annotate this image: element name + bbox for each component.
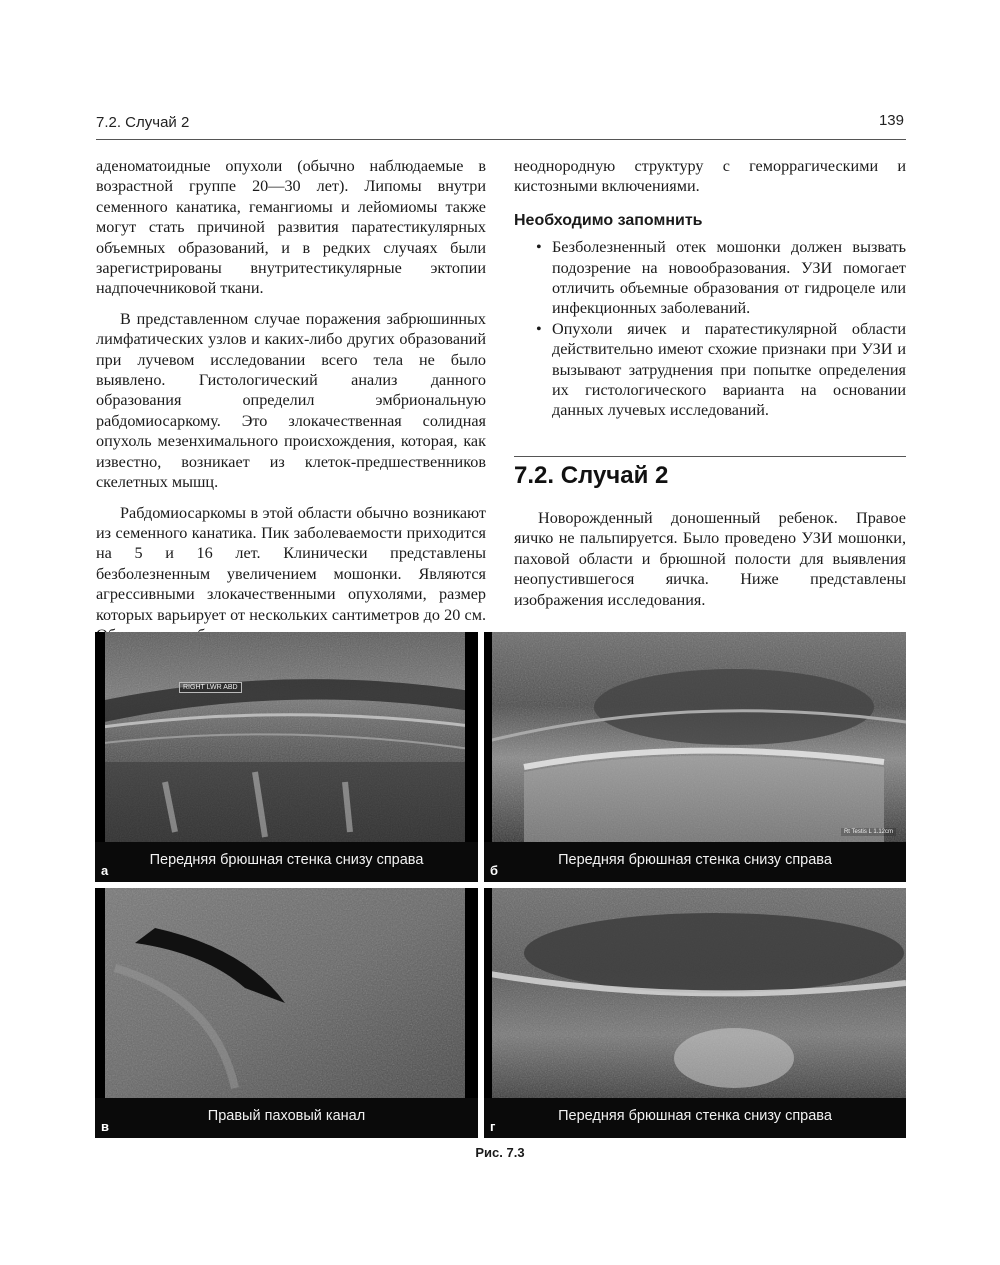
right-column xyxy=(514,156,906,421)
section-heading: 7.2. Случай 2 xyxy=(514,462,669,489)
paragraph-continuation: неоднородную структуру с геморрагическими и кистозными включениями. xyxy=(514,157,906,196)
panel-caption xyxy=(484,1098,906,1138)
image-measure-label: Rt Testis L 1.12cm xyxy=(841,828,896,836)
panel-caption xyxy=(484,842,906,882)
ultrasound-panel-b xyxy=(484,632,906,882)
panel-caption xyxy=(95,842,478,882)
paragraph: аденоматоидные опухоли (обычно наблюдаемые в возрастной группе 20—30 лет). Липомы внутри семенного канатика, гемангиомы и лейомиомы также могут стать причиной развития паратестикулярных объемных образований, и в редких случаях были зарегистрированы внутритестикулярные эктопии надпочечниковой ткани. xyxy=(96,157,486,298)
running-header xyxy=(96,110,906,136)
list-item: • Опухоли яичек и паратестикулярной области действительно имеют схожие признаки при УЗИ и вызывают затруднения при попытке определения их гистологического варианта на основании данных лучевых исследований. xyxy=(514,319,906,421)
paragraph: В представленном случае поражения забрюшинных лимфатических узлов и каких-либо других образований при лучевом исследовании всего тела не было выявлено. Гистологический анализ данного образования определил эмбриональную рабдомиосаркому. Это злокачественная солидная опухоль мезенхимального происхождения, которая, как известно, возникает из клеток-предшественников скелетных мышц. xyxy=(96,309,486,492)
header-rule xyxy=(96,139,906,140)
panel-caption-text: Передняя брюшная стенка снизу справа xyxy=(149,852,424,868)
panel-letter: а xyxy=(101,863,109,878)
left-column xyxy=(96,156,486,645)
panel-caption xyxy=(95,1098,478,1138)
panel-letter: б xyxy=(490,863,499,878)
list-item: • Безболезненный отек мошонки должен вызвать подозрение на новообразования. УЗИ помогает отличить объемные образования от гидроцеле или инфекционных заболеваний. xyxy=(514,237,906,319)
figure-caption: Рис. 7.3 xyxy=(475,1145,525,1160)
paragraph: Рабдомиосаркомы в этой области обычно возникают из семенного канатика. Пик заболеваемости приходится на 5 и 16 лет. Клинически представлены безболезненным увеличением мошонки. Являются агрессивными злокачественными опухолями, размер которых варьирует от нескольких сантиметров до 20 см. xyxy=(96,503,486,624)
header-title: 7.2. Случай 2 xyxy=(96,114,190,131)
panel-letter: в xyxy=(101,1119,109,1134)
panel-letter: г xyxy=(490,1119,496,1134)
ultrasound-panel-a xyxy=(95,632,478,882)
panel-caption-text: Правый паховый канал xyxy=(207,1108,366,1124)
page-number: 139 xyxy=(878,112,904,129)
panel-caption-text: Передняя брюшная стенка снизу справа xyxy=(558,1108,832,1124)
panel-caption-text: Передняя брюшная стенка снизу справа xyxy=(558,852,832,868)
remember-list xyxy=(514,237,906,421)
section-body: Новорожденный доношенный ребенок. Правое яичко не пальпируется. Было проведено УЗИ мошонки, паховой области и брюшной полости для выявления неопустившегося яичка. Ниже представлены изображения исследования. xyxy=(514,509,906,609)
ultrasound-panel-v xyxy=(95,888,478,1138)
ultrasound-panel-g xyxy=(484,888,906,1138)
section-rule xyxy=(514,456,906,457)
ultrasound-figure xyxy=(95,632,906,1138)
image-overlay-label: RIGHT LWR ABD xyxy=(179,682,242,693)
remember-heading: Необходимо запомнить xyxy=(514,211,703,229)
